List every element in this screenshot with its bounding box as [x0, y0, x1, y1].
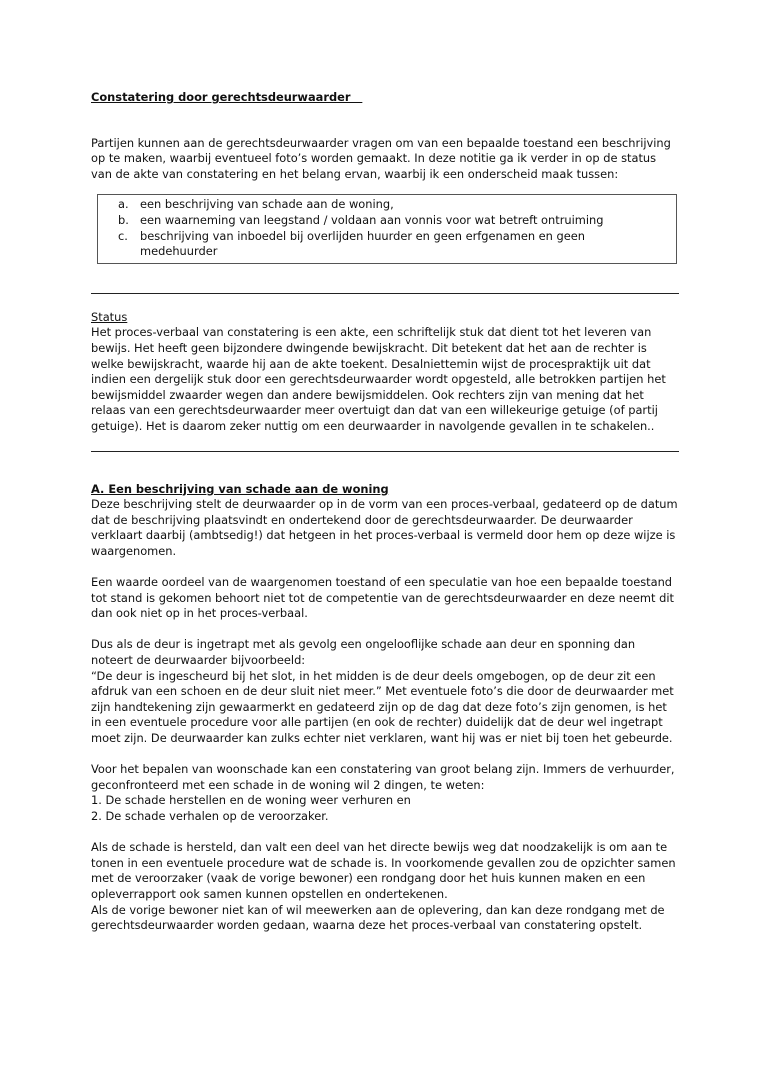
document-page — [91, 90, 679, 934]
section-a-paragraph-1: Deze beschrijving stelt de deurwaarder op in de vorm van een proces-verbaal, gedateerd op de datum dat de beschrijving plaatsvindt en ondertekend door de gerechtsdeurwaarder. De deurwaarder verklaart daarbij (ambtsedig!) dat hetgeen in het proces-verbaal is vermeld door hem op deze wijze is waargenomen. — [91, 497, 678, 558]
section-a-heading: A. Een beschrijving van schade aan de woning — [91, 481, 389, 496]
list-marker: a. — [118, 197, 129, 212]
list-item-text: beschrijving van inboedel bij overlijden huurder en geen erfgenamen en geen medehuurder — [140, 228, 585, 259]
list-marker: c. — [118, 228, 128, 243]
section-a-paragraph-2: Een waarde oordeel van de waargenomen toestand of een speculatie van hoe een bepaalde toestand tot stand is gekomen behoort niet tot de competentie van de gerechtsdeurwaarder en deze neemt dit dan ook niet op in het proces-verbaal. — [91, 575, 674, 621]
list-item-text: een waarneming van leegstand / voldaan aan vonnis voor wat betreft ontruiming — [140, 212, 604, 227]
section-divider — [91, 451, 679, 452]
list-item — [98, 229, 676, 260]
list-item — [98, 213, 676, 229]
section-a-paragraph-3-intro: Dus als de deur is ingetrapt met als gevolg een ongelooflijke schade aan deur en sponning dan noteert de deurwaarder bijvoorbeeld: — [91, 637, 636, 668]
intro-paragraph: Partijen kunnen aan de gerechtsdeurwaarder vragen om van een bepaalde toestand een beschrijving op te maken, waarbij eventueel foto’s worden gemaakt. In deze notitie ga ik verder in op de status van de akte van constatering en het belang ervan, waarbij ik een onderscheid maak tussen: — [91, 135, 671, 181]
section-a-paragraph-5: Als de schade is hersteld, dan valt een deel van het directe bewijs weg dat noodzakelijk is om aan te tonen in een eventuele procedure wat de schade is. In voorkomende gevallen zou de opzichter samen met de veroorzaker (vaak de vorige bewoner) een rondgang door het huis kunnen maken en een opleverrapport ook samen kunnen opstellen en ondertekenen. — [91, 840, 676, 901]
document-title: Constatering door gerechtsdeurwaarder — [91, 90, 363, 104]
status-heading: Status — [91, 309, 128, 324]
list-item-text: een beschrijving van schade aan de woning, — [140, 197, 394, 212]
distinction-list-box — [97, 194, 677, 263]
distinction-list — [98, 197, 676, 259]
status-paragraph: Het proces-verbaal van constatering is een akte, een schriftelijk stuk dat dient tot het leveren van bewijs. Het heeft geen bijzondere dwingende bewijskracht. Dit betekent dat het aan de rechter is welke bewijskracht, waarde hij aan de akte toekent. Desalniettemin wijst de procespraktijk uit dat indien een dergelijk stuk door een gerechtsdeurwaarder wordt opgesteld, alle betrokken partijen het bewijsmiddel zwaarder wegen dan andere bewijsmiddelen. Ook rechters zijn van mening dat het relaas van een gerechtsdeurwaarder meer overtuigt dan dat van een willekeurige getuige (of partij getuige). Het is daarom zeker nuttig om een deurwaarder in navolgende gevallen in te schakelen.. — [91, 325, 666, 433]
numbered-item-2: 2. De schade verhalen op de veroorzaker. — [91, 808, 329, 823]
section-a-quote: “De deur is ingescheurd bij het slot, in het midden is de deur deels omgebogen, op de deur zit een afdruk van een schoen en de deur sluit niet meer.” Met eventuele foto’s die door de deurwaarder met zijn handtekening zijn gewaarmerkt en gedateerd zijn op de dag dat deze foto’s zijn genomen, is het in een eventuele procedure voor alle partijen (en ook de rechter) duidelijk dat de deur wel ingetrapt moet zijn. De deurwaarder kan zulks echter niet verklaren, want hij was er niet bij toen het gebeurde. — [91, 668, 674, 745]
numbered-item-1: 1. De schade herstellen en de woning weer verhuren en — [91, 793, 411, 808]
section-a-paragraph-4-intro: Voor het bepalen van woonschade kan een constatering van groot belang zijn. Immers de verhuurder, geconfronteerd met een schade in de woning wil 2 dingen, te weten: — [91, 762, 675, 792]
section-divider — [91, 293, 679, 294]
section-a-paragraph-6: Als de vorige bewoner niet kan of wil meewerken aan de oplevering, dan kan deze rondgang met de gerechtsdeurwaarder worden gedaan, waarna deze het proces-verbaal van constatering opstelt. — [91, 902, 665, 933]
list-marker: b. — [118, 212, 129, 227]
list-item — [98, 197, 676, 213]
